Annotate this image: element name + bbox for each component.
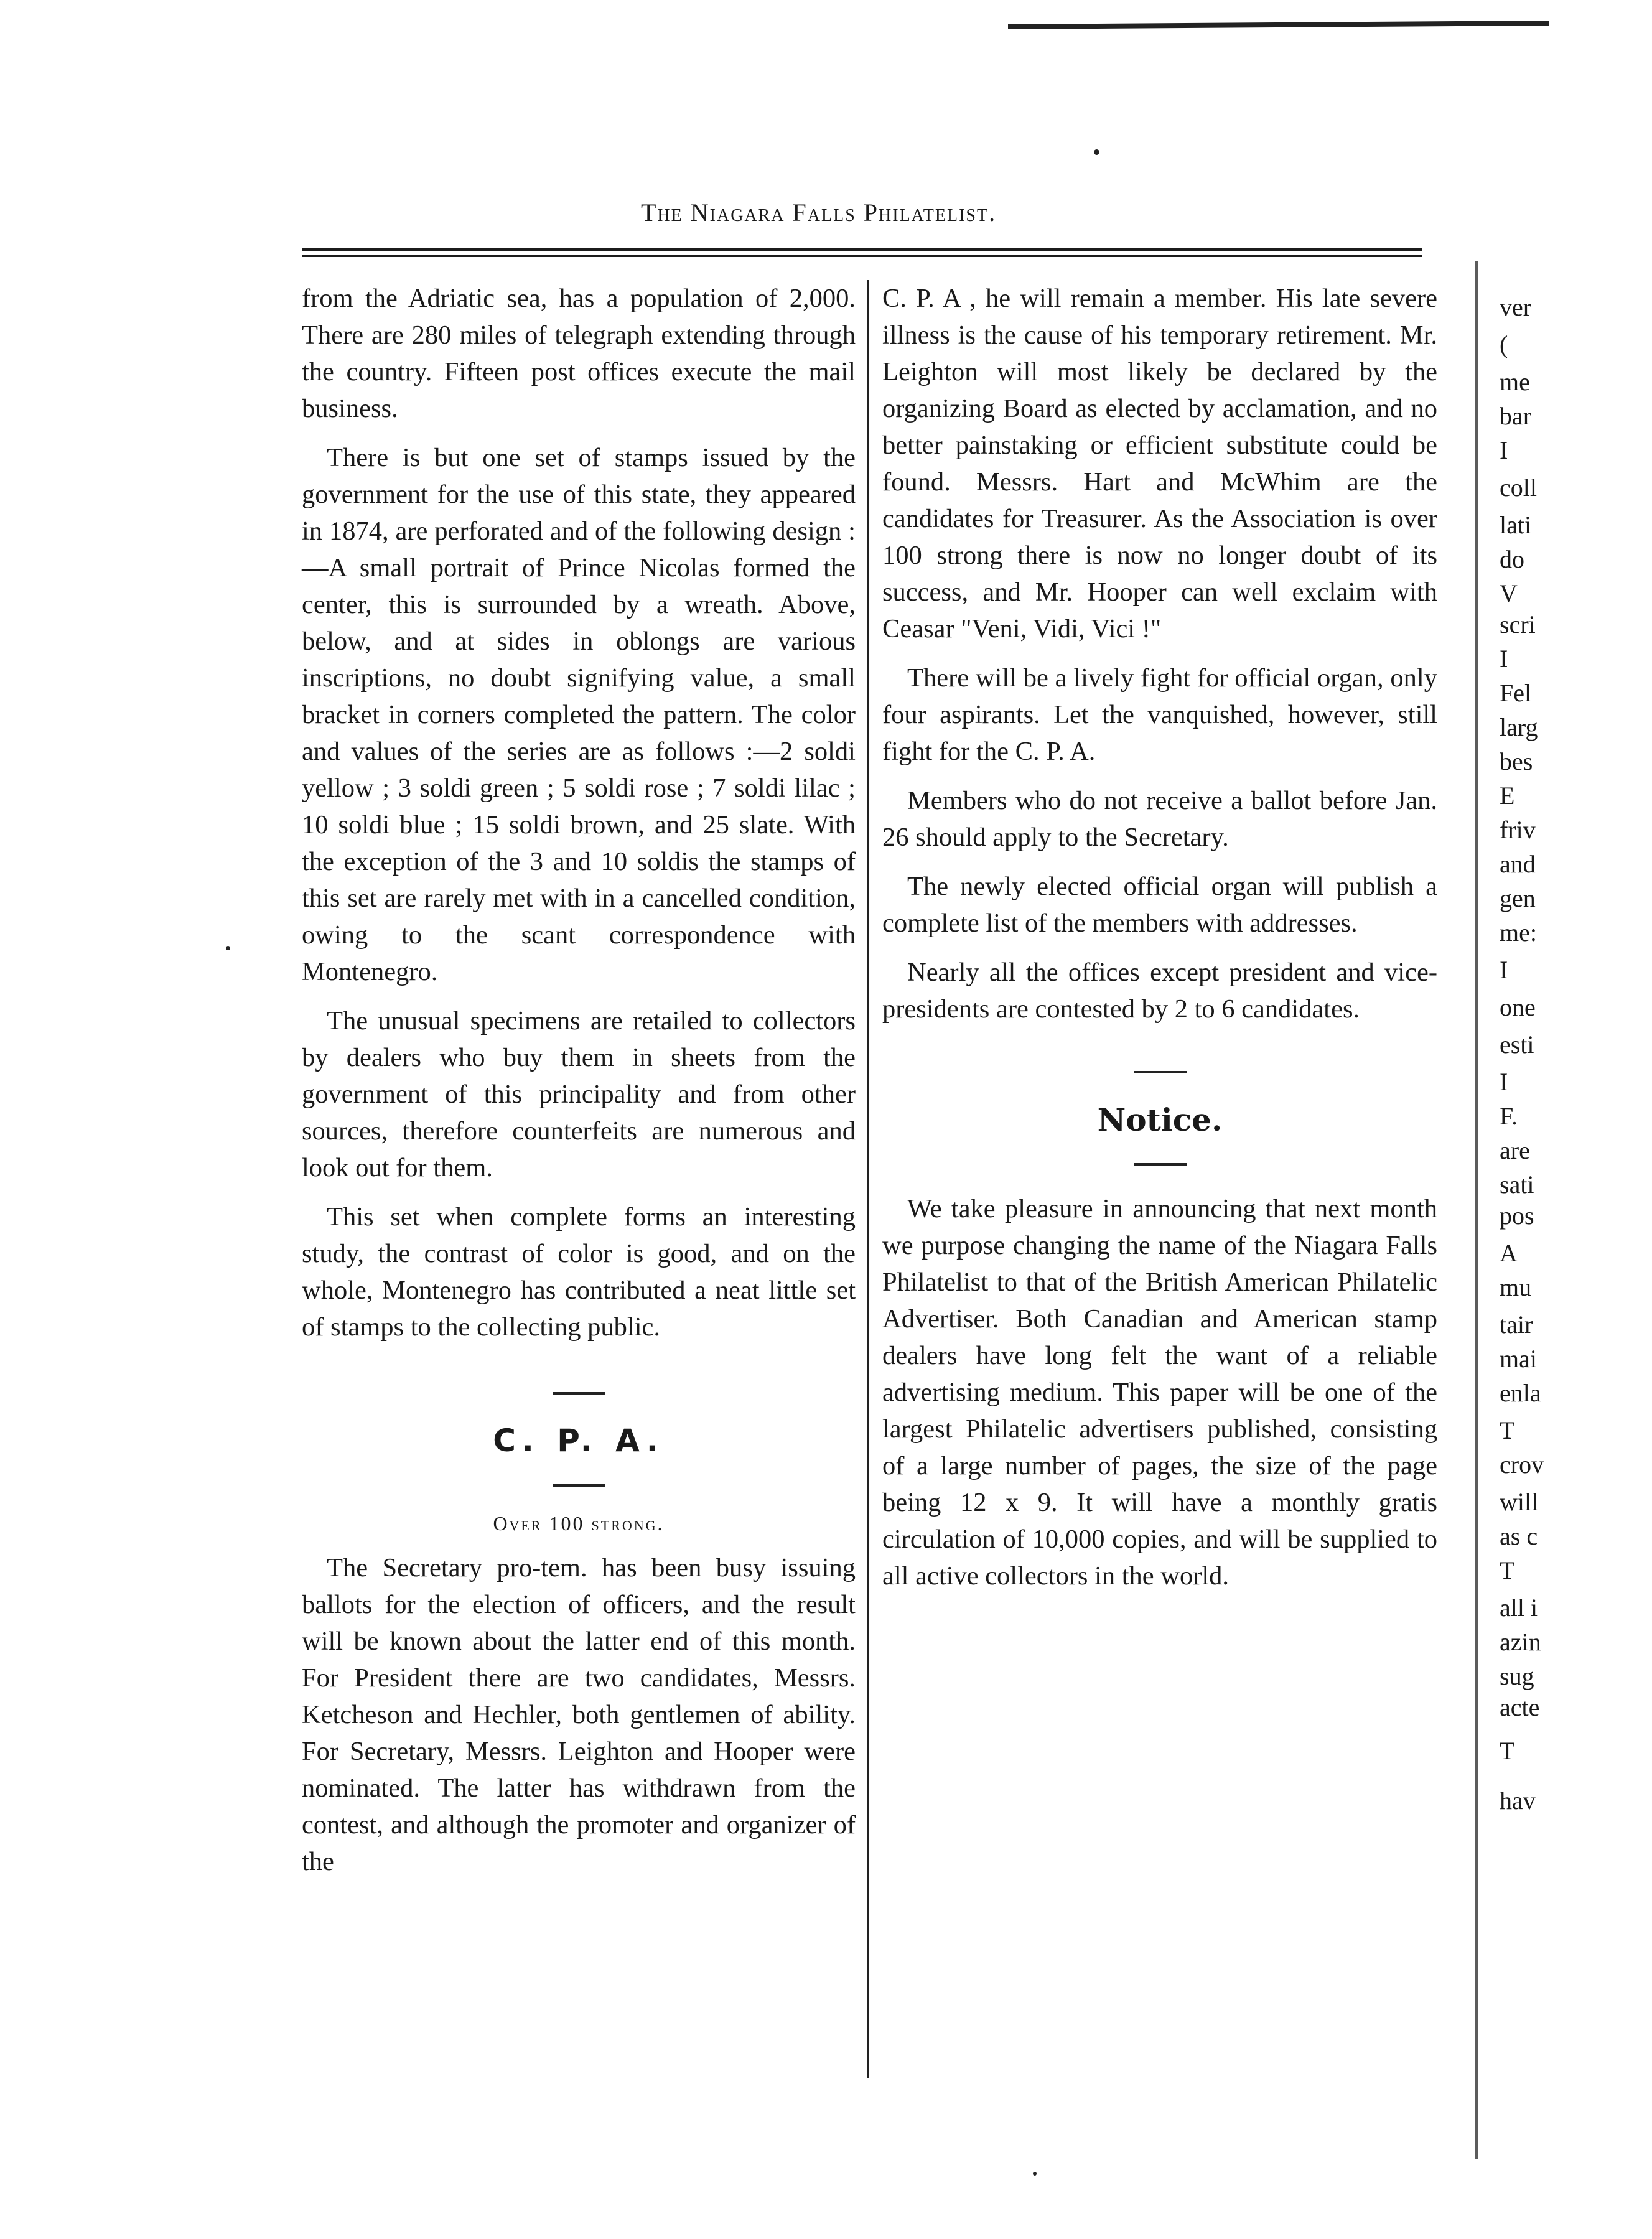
cutoff-fragment: pos [1500,1202,1534,1230]
column-divider [867,280,869,2078]
cpa-subhead: Over 100 strong. [493,1512,665,1535]
cutoff-fragment: I [1500,436,1508,464]
left-paragraph: from the Adriatic sea, has a population of 2,000. There are 280 miles of telegraph extending through the country. Fifteen post offices execute the mail business. [302,284,856,423]
cpa-title: C. P. A. [493,1423,665,1459]
cutoff-fragment: I [1500,645,1508,673]
cutoff-fragment: T [1500,1416,1515,1444]
cutoff-fragment: are [1500,1136,1530,1164]
cutoff-fragment: T [1500,1556,1515,1584]
cutoff-fragment: me: [1500,919,1537,947]
cutoff-fragment: enla [1500,1379,1541,1407]
left-paragraph: This set when complete forms an interesting study, the contrast of color is good, and on the whole, Montenegro has contributed a neat little set of stamps to the collecting public. [302,1202,856,1342]
notice-paragraph: We take pleasure in announcing that next month we purpose changing the name of the Niagara Falls Philatelist to that of the British American Philatelic Advertiser. Both Canadian and American stamp dealers have long felt the want of a reliable advertising medium. This paper will be one of the largest Philatelic advertisers published, consisting of a large number of pages, the size of the page being 12 x 9. It will have a monthly gratis circulation of 10,000 copies, and will be supplied to all active collectors in the world. [882,1194,1437,1591]
cutoff-fragment: me [1500,368,1530,396]
middle-paragraph: Members who do not receive a ballot before Jan. 26 should apply to the Secretary. [882,786,1437,852]
page-edge-rule [1008,21,1549,29]
cutoff-fragment: azin [1500,1628,1541,1656]
middle-column [882,280,1437,1607]
cutoff-fragment: do [1500,545,1524,573]
cutoff-fragment: and [1500,850,1536,878]
cutoff-fragment: will [1500,1488,1539,1516]
section-divider [1134,1071,1187,1073]
cutoff-fragment: mu [1500,1273,1532,1301]
cutoff-fragment: crov [1500,1451,1544,1479]
cutoff-fragment: acte [1500,1693,1540,1721]
middle-paragraph: Nearly all the offices except president and vice-presidents are contested by 2 to 6 candidates. [882,958,1437,1024]
ink-speck [1033,2172,1037,2176]
middle-paragraph: The newly elected official organ will publish a complete list of the members with addresses. [882,872,1437,938]
cutoff-fragment: gen [1500,884,1536,912]
header-rule-thick [302,248,1422,251]
cutoff-fragment: ( [1500,330,1508,358]
cutoff-fragment: T [1500,1737,1515,1765]
cutoff-fragment: friv [1500,816,1536,844]
cutoff-fragment: I [1500,1068,1508,1096]
cutoff-fragment: ver [1500,293,1532,321]
left-paragraph: The unusual specimens are retailed to collectors by dealers who buy them in sheets from the government of this principality and from other sources, therefore counterfeits are numerous and look out for them. [302,1006,856,1182]
cutoff-fragment: larg [1500,713,1538,741]
middle-paragraph: There will be a lively fight for official organ, only four aspirants. Let the vanquished, however, still fight for the C. P. A. [882,663,1437,766]
notice-title: Notice. [1097,1101,1223,1138]
ink-speck [1094,149,1099,155]
cutoff-fragment: V [1500,579,1518,607]
header-rule-thin [302,255,1422,257]
cutoff-fragment: E [1500,782,1515,810]
cutoff-fragment: A [1500,1239,1518,1267]
left-column [302,280,856,1892]
cutoff-fragment: as c [1500,1522,1538,1550]
section-divider [553,1484,605,1487]
middle-paragraph: C. P. A , he will remain a member. His late severe illness is the cause of his temporary retirement. Mr. Leighton will most likely be declared by the organizing Board as elected by acclamation, and no better painstaking or efficient substitute could be found. Messrs. Hart and McWhim are the candidates for Treasurer. As the Association is over 100 strong there is now no longer doubt of its success, and Mr. Hooper can well exclaim with Ceasar "Veni, Vidi, Vici !" [882,284,1437,643]
ink-speck [226,946,230,950]
cpa-paragraph: The Secretary pro-tem. has been busy issuing ballots for the election of officers, and the result will be known about the latter end of this month. For President there are two candidates, Messrs. Ketcheson and Hechler, both gentlemen of ability. For Secretary, Messrs. Leighton and Hooper were nominated. The latter has withdrawn from the contest, and although the promoter and organizer of the [302,1553,856,1876]
cutoff-fragment: mai [1500,1345,1537,1373]
cutoff-fragment: coll [1500,474,1537,502]
cutoff-fragment: bar [1500,402,1532,430]
cutoff-fragment: one [1500,993,1536,1021]
cutoff-fragment: hav [1500,1787,1536,1815]
running-title: The Niagara Falls Philatelist. [641,199,997,227]
cutoff-fragment: Fel [1500,679,1532,707]
cutoff-fragment: sati [1500,1171,1534,1199]
cutoff-fragment: sug [1500,1662,1534,1690]
cutoff-fragment: lati [1500,511,1532,539]
cutoff-fragment: F. [1500,1102,1518,1130]
gutter-divider [1475,261,1478,2159]
cutoff-fragment: tair [1500,1311,1533,1339]
section-divider [553,1392,605,1395]
cutoff-fragment: esti [1500,1031,1534,1059]
cutoff-fragment: bes [1500,747,1533,775]
left-paragraph: There is but one set of stamps issued by the government for the use of this state, they appeared in 1874, are perforated and of the following design :—A small portrait of Prince Nicolas formed the center, this is surrounded by a wreath. Above, below, and at sides in oblongs are various inscriptions, no doubt signifying value, a small bracket in corners completed the pattern. The color and values of the series are as follows :—2 soldi yellow ; 3 soldi green ; 5 soldi rose ; 7 soldi lilac ; 10 soldi blue ; 15 soldi brown, and 25 slate. With the exception of the 3 and 10 soldis the stamps of this set are rarely met with in a cancelled condition, owing to the scant correspondence with Montenegro. [302,443,856,986]
cutoff-fragment: I [1500,956,1508,984]
cutoff-fragment: all i [1500,1594,1538,1622]
cutoff-fragment: scri [1500,610,1536,638]
